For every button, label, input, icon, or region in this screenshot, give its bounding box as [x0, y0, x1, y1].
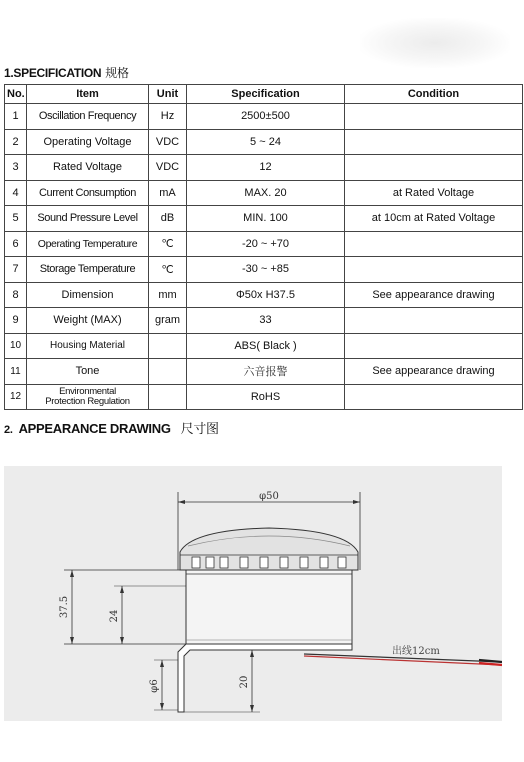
cell-no: 7 [5, 257, 27, 283]
cell-item: Operating Voltage [27, 129, 149, 155]
cell-no: 12 [5, 384, 27, 410]
cell-item: Weight (MAX) [27, 308, 149, 334]
cell-condition [345, 104, 523, 130]
cell-unit: Hz [149, 104, 187, 130]
dim-width-label: φ50 [259, 491, 279, 502]
section-1-title: 1.SPECIFICATION [4, 66, 102, 80]
section-1-heading [4, 64, 129, 81]
section-2-title-cn: 尺寸图 [180, 421, 219, 436]
cell-spec: 12 [187, 155, 345, 181]
cell-no: 11 [5, 359, 27, 385]
lead-length-label: 出线12cm [392, 646, 440, 657]
arrow-icon [70, 637, 74, 644]
table-row [5, 129, 523, 155]
header-no: No. [5, 85, 27, 104]
section-2-heading [4, 418, 219, 437]
arrow-icon [160, 703, 164, 710]
cell-item: Housing Material [27, 333, 149, 359]
table-row [5, 359, 523, 385]
cell-unit: mm [149, 282, 187, 308]
cell-condition [345, 384, 523, 410]
arrow-icon [353, 500, 360, 504]
arrow-icon [250, 705, 254, 712]
cell-no: 5 [5, 206, 27, 232]
table-row [5, 180, 523, 206]
cell-no: 4 [5, 180, 27, 206]
table-row [5, 282, 523, 308]
cell-unit: VDC [149, 155, 187, 181]
cell-unit: ℃ [149, 231, 187, 257]
section-1-title-cn: 规格 [105, 66, 129, 80]
cell-spec: 33 [187, 308, 345, 334]
arrow-icon [160, 660, 164, 667]
cell-condition: See appearance drawing [345, 282, 523, 308]
cell-spec: RoHS [187, 384, 345, 410]
cell-condition: at Rated Voltage [345, 180, 523, 206]
cell-no: 1 [5, 104, 27, 130]
cell-condition [345, 129, 523, 155]
cell-spec: 六音报警 [187, 359, 345, 385]
cell-item-line1: Environmental [59, 385, 116, 397]
cell-item: Current Consumption [27, 180, 149, 206]
cell-unit: gram [149, 308, 187, 334]
dim-height-label: 37.5 [59, 595, 70, 619]
cell-item: Storage Temperature [27, 257, 149, 283]
cell-unit [149, 384, 187, 410]
table-row [5, 333, 523, 359]
cell-no: 9 [5, 308, 27, 334]
cell-spec: Φ50x H37.5 [187, 282, 345, 308]
header-item: Item [27, 85, 149, 104]
section-2-title: APPEARANCE DRAWING [18, 421, 171, 436]
dim-bottom-label: 20 [239, 675, 250, 689]
buzzer-body [186, 570, 352, 644]
appearance-drawing [4, 466, 502, 721]
vent-slot [206, 557, 214, 568]
cell-condition: See appearance drawing [345, 359, 523, 385]
vent-slot [260, 557, 268, 568]
arrow-icon [178, 500, 185, 504]
cell-unit: VDC [149, 129, 187, 155]
arrow-icon [120, 586, 124, 593]
cell-condition [345, 257, 523, 283]
header-condition: Condition [345, 85, 523, 104]
table-row [5, 155, 523, 181]
cell-spec: 5 ~ 24 [187, 129, 345, 155]
dim-pin-label: φ6 [149, 679, 160, 693]
cell-no: 10 [5, 333, 27, 359]
cell-item: Sound Pressure Level [27, 206, 149, 232]
mounting-bracket [178, 644, 352, 712]
vent-slot [320, 557, 328, 568]
cell-condition [345, 231, 523, 257]
cell-spec: ABS( Black ) [187, 333, 345, 359]
table-row [5, 257, 523, 283]
specification-table [4, 84, 523, 410]
cell-spec: -20 ~ +70 [187, 231, 345, 257]
cell-no: 2 [5, 129, 27, 155]
cell-condition: at 10cm at Rated Voltage [345, 206, 523, 232]
cell-no: 6 [5, 231, 27, 257]
vent-slot [192, 557, 200, 568]
drawing-svg [4, 466, 502, 721]
cell-spec: 2500±500 [187, 104, 345, 130]
scan-smudge [360, 18, 510, 68]
arrow-icon [70, 570, 74, 577]
cell-condition [345, 308, 523, 334]
cell-item: Oscillation Frequency [27, 104, 149, 130]
cell-spec: MIN. 100 [187, 206, 345, 232]
arrow-icon [250, 650, 254, 657]
cell-item: Rated Voltage [27, 155, 149, 181]
cell-item: Tone [27, 359, 149, 385]
cell-unit: ℃ [149, 257, 187, 283]
table-header-row [5, 85, 523, 104]
cell-unit: mA [149, 180, 187, 206]
cell-condition [345, 155, 523, 181]
table-row [5, 384, 523, 410]
cell-item-line2: Protection Regulation [45, 395, 130, 407]
vent-slot [240, 557, 248, 568]
arrow-icon [120, 637, 124, 644]
cell-item: Dimension [27, 282, 149, 308]
cell-no: 3 [5, 155, 27, 181]
cell-spec: -30 ~ +85 [187, 257, 345, 283]
cell-unit: dB [149, 206, 187, 232]
dim-body-label: 24 [109, 609, 120, 623]
table-row [5, 206, 523, 232]
cell-item [27, 384, 149, 410]
cell-condition [345, 333, 523, 359]
cell-unit [149, 333, 187, 359]
cell-spec: MAX. 20 [187, 180, 345, 206]
header-unit: Unit [149, 85, 187, 104]
vent-slot [338, 557, 346, 568]
vent-slot [280, 557, 288, 568]
vent-slot [300, 557, 308, 568]
cell-item: Operating Temperature [27, 231, 149, 257]
cell-no: 8 [5, 282, 27, 308]
header-specification: Specification [187, 85, 345, 104]
table-row [5, 308, 523, 334]
section-2-number: 2. [4, 424, 13, 436]
vent-slot [220, 557, 228, 568]
cell-unit [149, 359, 187, 385]
table-row [5, 104, 523, 130]
table-row [5, 231, 523, 257]
